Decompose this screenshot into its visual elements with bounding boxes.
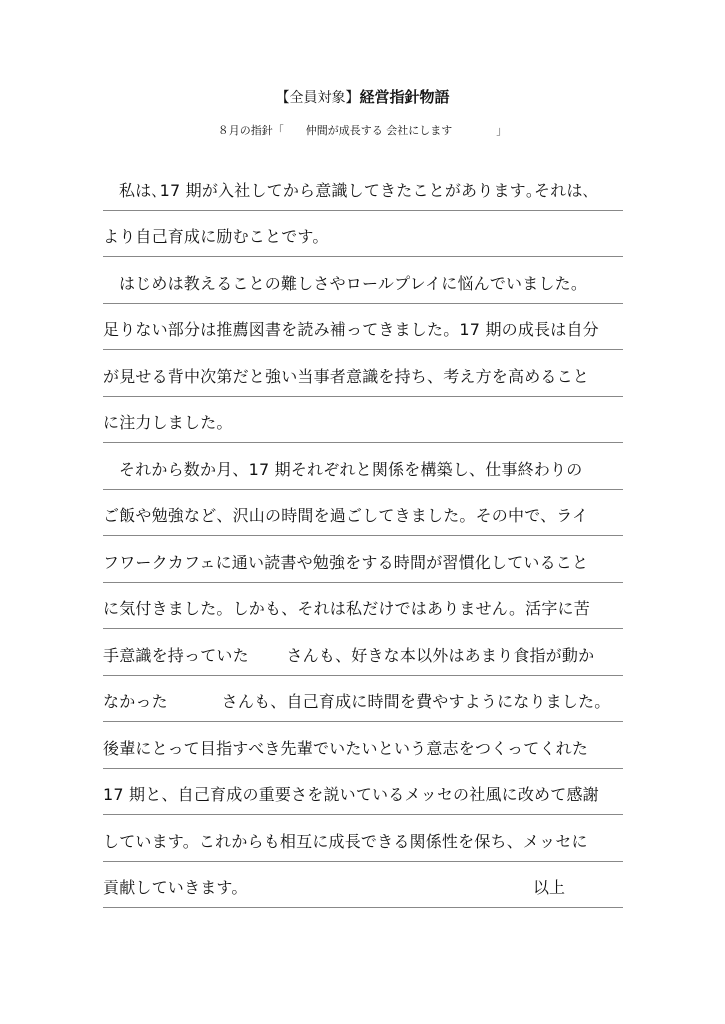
text-line: に気付きました。しかも、それは私だけではありません。活字に苦 (103, 599, 590, 618)
ruled-line (103, 722, 623, 769)
monthly-guideline: ８月の指針「 仲間が成長する 会社にします 」 (217, 124, 508, 137)
text-line: 貢献していきます。 (103, 878, 248, 897)
ruled-line (103, 211, 623, 258)
text-line: しています。これからも相互に成長できる関係性を保ち、メッセに (103, 831, 588, 851)
title-category: 【全員対象】 (275, 90, 360, 106)
text-line: より自己育成に励むことです。 (103, 227, 329, 246)
ruled-line (103, 815, 623, 862)
ruled-line (103, 676, 623, 723)
ruled-line (103, 769, 623, 816)
text-line: ご飯や勉強など、沢山の時間を過ごしてきました。その中で、ライ (103, 506, 589, 525)
closing-remark: 以上 (532, 878, 565, 897)
ruled-line (103, 257, 623, 304)
ruled-line (103, 862, 623, 909)
title-main: 経営指針物語 (359, 88, 450, 106)
text-line: はじめは教えることの難しさやロールプレイに悩んでいました。 (119, 273, 588, 293)
text-line: なかった さんも、自己育成に時間を費やすようになりました。 (103, 692, 611, 711)
text-line: 17 期と、自己育成の重要さを説いているメッセの社風に改めて感謝 (103, 785, 599, 804)
text-line: フワークカフェに通い読書や勉強をする時間が習慣化していること (103, 552, 589, 572)
text-line: に注力しました。 (103, 413, 233, 432)
ruled-line (103, 397, 623, 444)
ruled-line (103, 536, 623, 583)
ruled-line (103, 350, 623, 397)
text-line: 足りない部分は推薦図書を読み補ってきました。17 期の成長は自分 (103, 320, 599, 339)
ruled-line (103, 304, 623, 351)
text-line: が見せる背中次第だと強い当事者意識を持ち、考え方を高めること (103, 366, 590, 386)
text-line: 私は､17 期が入社してから意識してきたことがあります｡それは､ (119, 180, 591, 200)
body-text (103, 164, 623, 908)
text-line: 後輩にとって目指すべき先輩でいたいという意志をつくってくれた (103, 738, 589, 758)
page-title (0, 86, 725, 107)
text-line: 手意識を持っていた さんも、好きな本以外はあまり食指が動か (103, 645, 595, 665)
ruled-line (103, 164, 623, 211)
ruled-line (103, 490, 623, 537)
text-line: それから数か月、17 期それぞれと関係を構築し、仕事終わりの (119, 459, 583, 479)
ruled-line (103, 583, 623, 630)
ruled-line (103, 443, 623, 490)
ruled-line (103, 629, 623, 676)
